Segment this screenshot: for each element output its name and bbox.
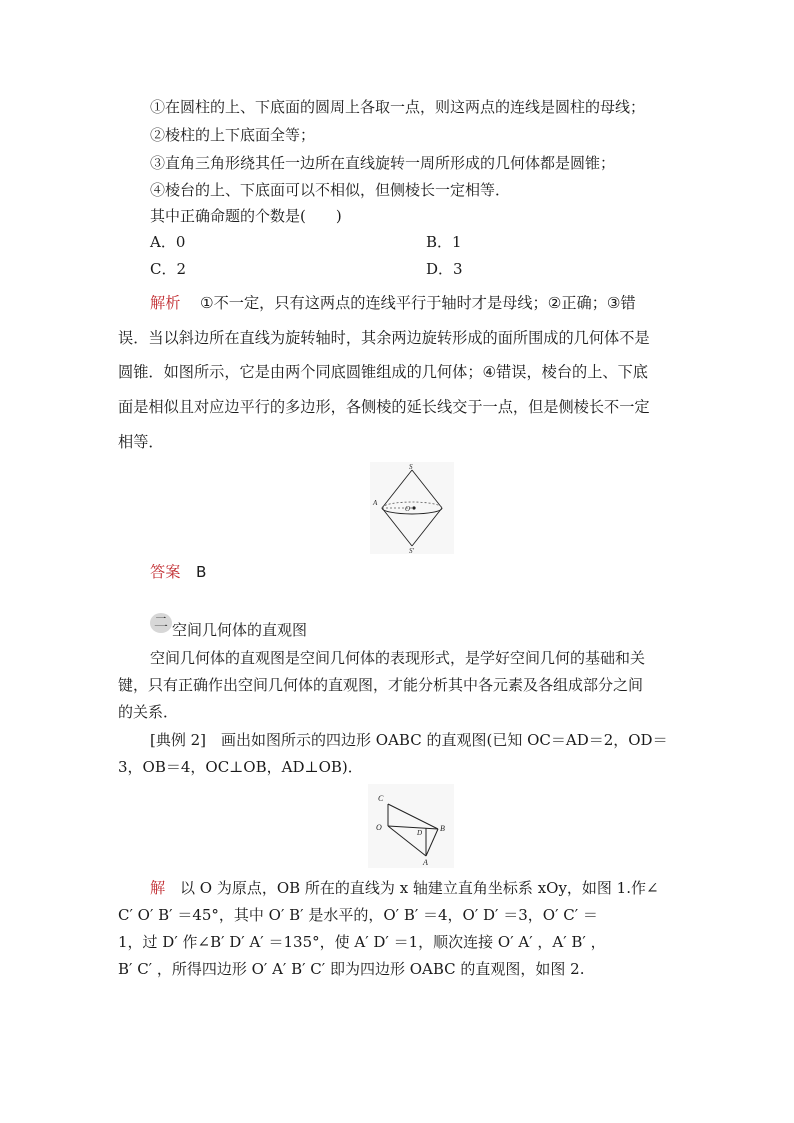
analysis-line-1: ①不一定，只有这两点的连线平行于轴时才是母线；②正确；③错: [200, 294, 636, 312]
answer-label: 答案: [150, 563, 181, 581]
label-s: S: [409, 463, 413, 471]
label-c: C: [378, 794, 384, 803]
quadrilateral-figure: [368, 784, 454, 868]
analysis-line-2: 误．当以斜边所在直线为旋转轴时，其余两边旋转形成的面所围成的几何体不是: [118, 329, 650, 347]
label-b: B: [440, 824, 445, 833]
option-a: A．0: [150, 233, 186, 251]
example-line-1: [典例 2] 画出如图所示的四边形 OABC 的直观图(已知 OC＝AD＝2，OD＝: [150, 731, 668, 749]
analysis-line-3: 圆锥．如图所示，它是由两个同底圆锥组成的几何体；④错误，棱台的上、下底: [118, 363, 648, 381]
option-c: C．2: [150, 260, 187, 278]
question-prompt: 其中正确命题的个数是( ): [150, 207, 342, 225]
solution-line-4: B′ C′ ，所得四边形 O′ A′ B′ C′ 即为四边形 OABC 的直观图，如图 2.: [118, 960, 585, 978]
solution-label: 解: [150, 879, 166, 897]
double-cone-figure: [370, 462, 454, 554]
solution-line-2: C′ O′ B′ ＝45°，其中 O′ B′ 是水平的，O′ B′ ＝4，O′ D′ ＝3，O′ C′ ＝: [118, 906, 598, 924]
label-d: D: [417, 829, 423, 837]
analysis-line-5: 相等．: [118, 433, 164, 451]
label-a: A: [373, 499, 378, 507]
statement-2: ②棱柱的上下底面全等；: [150, 126, 316, 144]
label-s-prime: S′: [409, 547, 415, 554]
section-intro-1: 空间几何体的直观图是空间几何体的表现形式，是学好空间几何的基础和关: [150, 649, 646, 667]
analysis-label: 解析: [150, 294, 181, 312]
solution-line-1: 以 O 为原点，OB 所在的直线为 x 轴建立直角坐标系 xOy，如图 1.作∠: [180, 879, 659, 897]
label-a2: A: [423, 858, 428, 867]
option-d: D．3: [426, 260, 463, 278]
section-number: 二: [154, 615, 168, 631]
statement-1: ①在圆柱的上、下底面的圆周上各取一点，则这两点的连线是圆柱的母线；: [150, 98, 646, 116]
section-number-badge: [150, 613, 172, 633]
statement-3: ③直角三角形绕其任一边所在直线旋转一周所形成的几何体都是圆锥；: [150, 154, 616, 172]
section-intro-2: 键，只有正确作出空间几何体的直观图，才能分析其中各元素及各组成部分之间: [118, 676, 644, 694]
label-o: O: [405, 505, 411, 513]
solution-line-3: 1，过 D′ 作∠B′ D′ A′ ＝135°，使 A′ D′ ＝1，顺次连接 O′ A′ ，A′ B′ ，: [118, 933, 606, 951]
answer-value: B: [196, 563, 207, 581]
section-title: 空间几何体的直观图: [172, 621, 308, 639]
statement-4: ④棱台的上、下底面可以不相似，但侧棱长一定相等．: [150, 181, 511, 199]
option-b: B．1: [426, 233, 462, 251]
section-intro-3: 的关系．: [118, 703, 179, 721]
label-o2: O: [376, 823, 382, 832]
analysis-line-4: 面是相似且对应边平行的多边形，各侧棱的延长线交于一点，但是侧棱长不一定: [118, 398, 650, 416]
example-line-2: 3，OB＝4，OC⊥OB，AD⊥OB)．: [118, 758, 363, 776]
